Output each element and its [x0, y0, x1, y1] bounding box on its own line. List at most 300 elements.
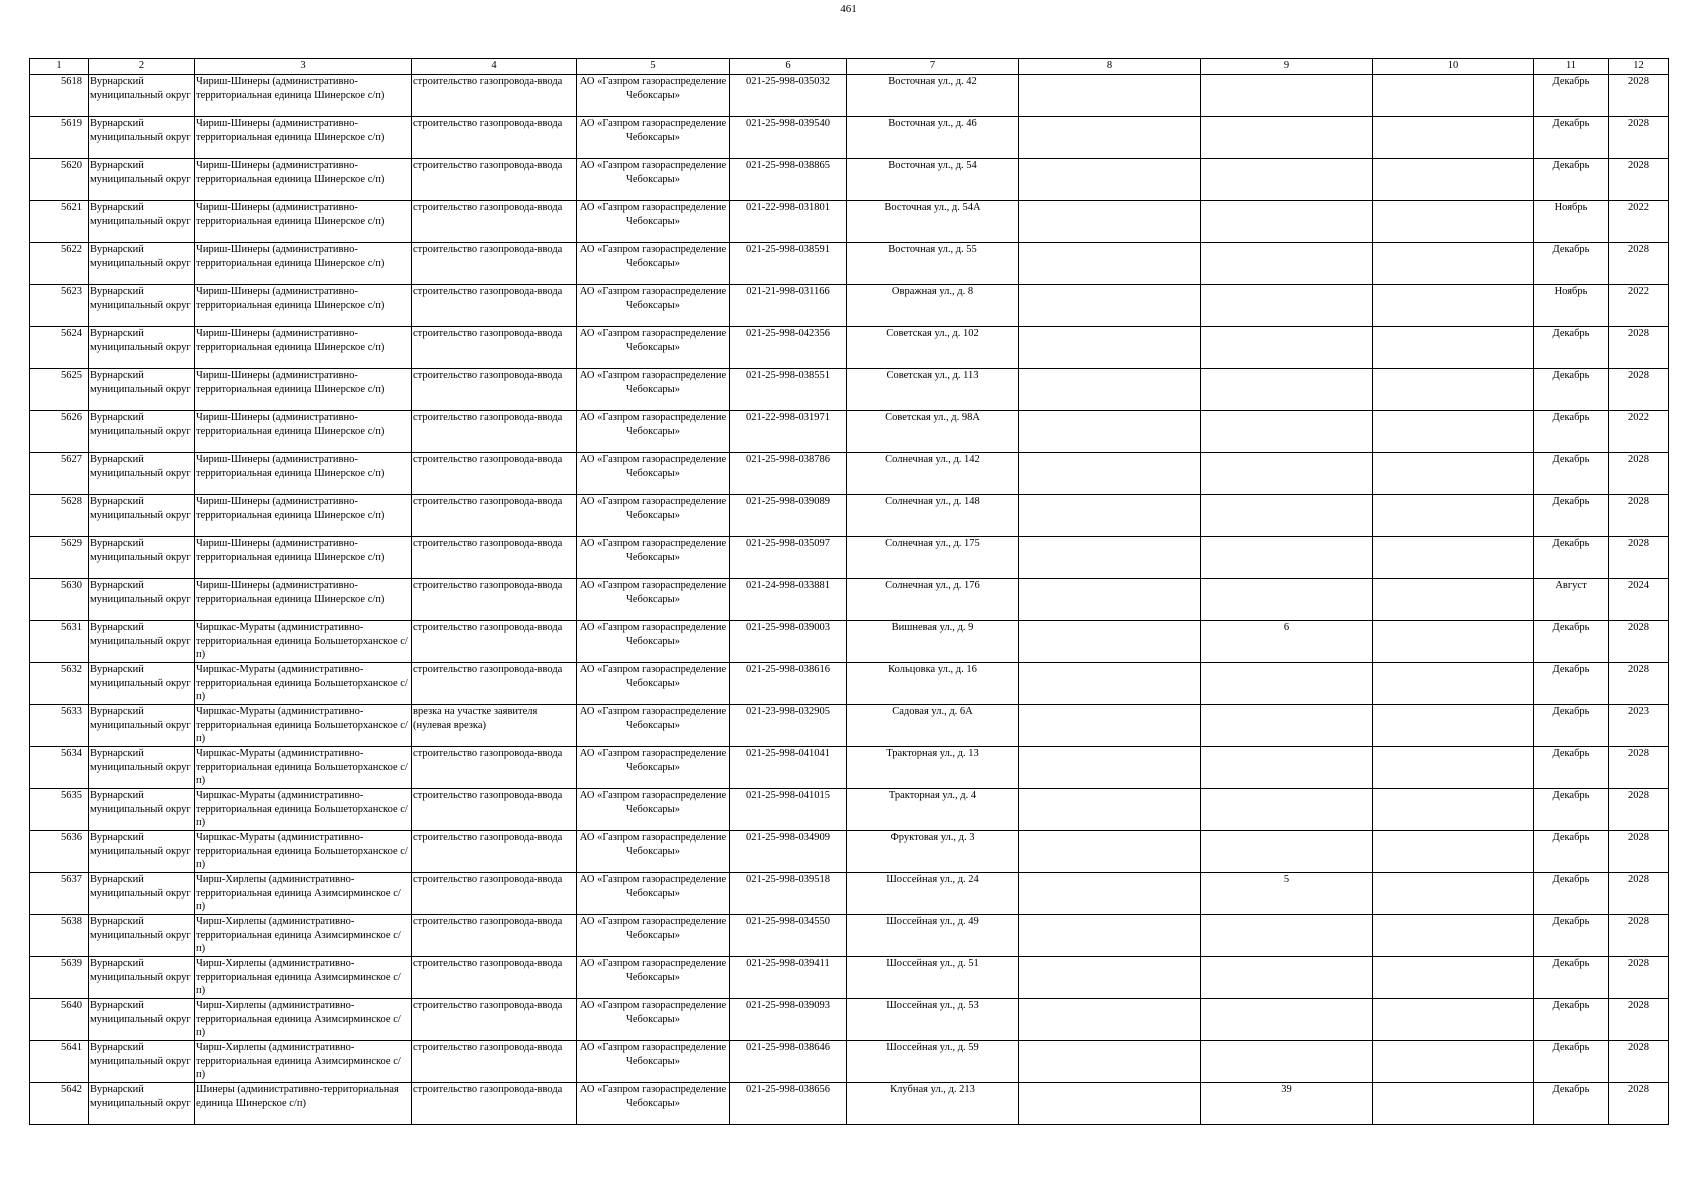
organization-cell: АО «Газпром газораспределение Чебоксары»	[577, 201, 730, 243]
year-cell: 2028	[1609, 831, 1669, 873]
col8-cell	[1019, 999, 1201, 1041]
address-cell: Солнечная ул., д. 142	[847, 453, 1019, 495]
col9-cell	[1201, 369, 1373, 411]
col8-cell	[1019, 495, 1201, 537]
work-type-cell: строительство газопровода-ввода	[412, 1083, 577, 1125]
district-cell: Вурнарский муниципальный округ	[89, 453, 195, 495]
organization-cell: АО «Газпром газораспределение Чебоксары»	[577, 243, 730, 285]
settlement-cell: Чиршкас-Мураты (административно-территориальная единица Большеторханское с/п)	[195, 789, 412, 831]
year-cell: 2028	[1609, 75, 1669, 117]
settlement-cell: Чириш-Шинеры (административно-территориальная единица Шинерское с/п)	[195, 495, 412, 537]
month-cell: Декабрь	[1534, 957, 1609, 999]
col10-cell	[1373, 957, 1534, 999]
month-cell: Декабрь	[1534, 747, 1609, 789]
table-row	[30, 663, 1669, 705]
month-cell: Декабрь	[1534, 1041, 1609, 1083]
year-cell: 2028	[1609, 537, 1669, 579]
settlement-cell: Чириш-Шинеры (административно-территориальная единица Шинерское с/п)	[195, 201, 412, 243]
address-cell: Советская ул., д. 98А	[847, 411, 1019, 453]
month-cell: Декабрь	[1534, 159, 1609, 201]
table-row	[30, 453, 1669, 495]
year-cell: 2028	[1609, 789, 1669, 831]
col8-cell	[1019, 1041, 1201, 1083]
table-row	[30, 1083, 1669, 1125]
table-row	[30, 831, 1669, 873]
district-cell: Вурнарский муниципальный округ	[89, 789, 195, 831]
col9-cell	[1201, 831, 1373, 873]
work-type-cell: строительство газопровода-ввода	[412, 537, 577, 579]
work-type-cell: строительство газопровода-ввода	[412, 789, 577, 831]
organization-cell: АО «Газпром газораспределение Чебоксары»	[577, 1083, 730, 1125]
table-row	[30, 411, 1669, 453]
month-cell: Декабрь	[1534, 117, 1609, 159]
address-cell: Восточная ул., д. 46	[847, 117, 1019, 159]
year-cell: 2028	[1609, 663, 1669, 705]
year-cell: 2028	[1609, 1083, 1669, 1125]
col8-cell	[1019, 1083, 1201, 1125]
district-cell: Вурнарский муниципальный округ	[89, 243, 195, 285]
column-header-6: 6	[730, 59, 847, 75]
column-header-7: 7	[847, 59, 1019, 75]
row-number: 5635	[30, 789, 89, 831]
col10-cell	[1373, 705, 1534, 747]
address-cell: Шоссейная ул., д. 24	[847, 873, 1019, 915]
address-cell: Шоссейная ул., д. 53	[847, 999, 1019, 1041]
district-cell: Вурнарский муниципальный округ	[89, 495, 195, 537]
col8-cell	[1019, 453, 1201, 495]
table-body	[30, 75, 1669, 1125]
address-cell: Солнечная ул., д. 176	[847, 579, 1019, 621]
work-type-cell: строительство газопровода-ввода	[412, 159, 577, 201]
settlement-cell: Чириш-Шинеры (административно-территориальная единица Шинерское с/п)	[195, 117, 412, 159]
request-code-cell: 021-25-998-039089	[730, 495, 847, 537]
row-number: 5640	[30, 999, 89, 1041]
settlement-cell: Чириш-Шинеры (административно-территориальная единица Шинерское с/п)	[195, 243, 412, 285]
table-row	[30, 327, 1669, 369]
year-cell: 2022	[1609, 411, 1669, 453]
col8-cell	[1019, 621, 1201, 663]
request-code-cell: 021-25-998-039518	[730, 873, 847, 915]
address-cell: Советская ул., д. 113	[847, 369, 1019, 411]
address-cell: Кольцовка ул., д. 16	[847, 663, 1019, 705]
organization-cell: АО «Газпром газораспределение Чебоксары»	[577, 159, 730, 201]
row-number: 5638	[30, 915, 89, 957]
organization-cell: АО «Газпром газораспределение Чебоксары»	[577, 453, 730, 495]
col9-cell: 39	[1201, 1083, 1373, 1125]
table-row	[30, 243, 1669, 285]
year-cell: 2028	[1609, 243, 1669, 285]
organization-cell: АО «Газпром газораспределение Чебоксары»	[577, 537, 730, 579]
row-number: 5633	[30, 705, 89, 747]
district-cell: Вурнарский муниципальный округ	[89, 327, 195, 369]
col9-cell	[1201, 453, 1373, 495]
work-type-cell: строительство газопровода-ввода	[412, 243, 577, 285]
month-cell: Декабрь	[1534, 873, 1609, 915]
organization-cell: АО «Газпром газораспределение Чебоксары»	[577, 411, 730, 453]
month-cell: Ноябрь	[1534, 285, 1609, 327]
year-cell: 2022	[1609, 201, 1669, 243]
col9-cell	[1201, 579, 1373, 621]
settlement-cell: Чиршкас-Мураты (административно-территориальная единица Большеторханское с/п)	[195, 705, 412, 747]
address-cell: Клубная ул., д. 213	[847, 1083, 1019, 1125]
column-header-5: 5	[577, 59, 730, 75]
year-cell: 2028	[1609, 117, 1669, 159]
table-row	[30, 159, 1669, 201]
col9-cell: 6	[1201, 621, 1373, 663]
organization-cell: АО «Газпром газораспределение Чебоксары»	[577, 327, 730, 369]
settlement-cell: Чириш-Шинеры (административно-территориальная единица Шинерское с/п)	[195, 579, 412, 621]
column-header-11: 11	[1534, 59, 1609, 75]
row-number: 5639	[30, 957, 89, 999]
row-number: 5641	[30, 1041, 89, 1083]
year-cell: 2028	[1609, 747, 1669, 789]
settlement-cell: Чирш-Хирлепы (административно-территориальная единица Азимсирминское с/п)	[195, 873, 412, 915]
row-number: 5625	[30, 369, 89, 411]
month-cell: Декабрь	[1534, 831, 1609, 873]
district-cell: Вурнарский муниципальный округ	[89, 663, 195, 705]
table-row	[30, 915, 1669, 957]
work-type-cell: строительство газопровода-ввода	[412, 495, 577, 537]
table-row	[30, 789, 1669, 831]
col10-cell	[1373, 831, 1534, 873]
month-cell: Декабрь	[1534, 495, 1609, 537]
settlement-cell: Чириш-Шинеры (административно-территориальная единица Шинерское с/п)	[195, 453, 412, 495]
settlement-cell: Чириш-Шинеры (административно-территориальная единица Шинерское с/п)	[195, 159, 412, 201]
col10-cell	[1373, 453, 1534, 495]
year-cell: 2028	[1609, 999, 1669, 1041]
work-type-cell: строительство газопровода-ввода	[412, 453, 577, 495]
address-cell: Садовая ул., д. 6А	[847, 705, 1019, 747]
col9-cell	[1201, 243, 1373, 285]
request-code-cell: 021-24-998-033881	[730, 579, 847, 621]
work-type-cell: строительство газопровода-ввода	[412, 411, 577, 453]
col9-cell	[1201, 285, 1373, 327]
col9-cell	[1201, 537, 1373, 579]
col10-cell	[1373, 621, 1534, 663]
row-number: 5632	[30, 663, 89, 705]
request-code-cell: 021-22-998-031971	[730, 411, 847, 453]
row-number: 5637	[30, 873, 89, 915]
page-number: 461	[840, 3, 857, 15]
table-row	[30, 957, 1669, 999]
col10-cell	[1373, 117, 1534, 159]
settlement-cell: Чириш-Шинеры (административно-территориальная единица Шинерское с/п)	[195, 285, 412, 327]
request-code-cell: 021-25-998-041041	[730, 747, 847, 789]
col10-cell	[1373, 537, 1534, 579]
request-code-cell: 021-25-998-038616	[730, 663, 847, 705]
col9-cell	[1201, 915, 1373, 957]
district-cell: Вурнарский муниципальный округ	[89, 159, 195, 201]
month-cell: Декабрь	[1534, 663, 1609, 705]
work-type-cell: строительство газопровода-ввода	[412, 999, 577, 1041]
row-number: 5636	[30, 831, 89, 873]
row-number: 5621	[30, 201, 89, 243]
settlement-cell: Чириш-Шинеры (административно-территориальная единица Шинерское с/п)	[195, 75, 412, 117]
table-row	[30, 495, 1669, 537]
settlement-cell: Шинеры (административно-территориальная единица Шинерское с/п)	[195, 1083, 412, 1125]
col9-cell	[1201, 495, 1373, 537]
address-cell: Тракторная ул., д. 13	[847, 747, 1019, 789]
work-type-cell: строительство газопровода-ввода	[412, 369, 577, 411]
work-type-cell: строительство газопровода-ввода	[412, 747, 577, 789]
col8-cell	[1019, 201, 1201, 243]
request-code-cell: 021-25-998-039003	[730, 621, 847, 663]
request-code-cell: 021-25-998-038646	[730, 1041, 847, 1083]
col9-cell	[1201, 705, 1373, 747]
table-row	[30, 117, 1669, 159]
col10-cell	[1373, 411, 1534, 453]
table-row	[30, 621, 1669, 663]
col8-cell	[1019, 747, 1201, 789]
col10-cell	[1373, 369, 1534, 411]
settlement-cell: Чиршкас-Мураты (административно-территориальная единица Большеторханское с/п)	[195, 663, 412, 705]
col8-cell	[1019, 663, 1201, 705]
col10-cell	[1373, 327, 1534, 369]
request-code-cell: 021-25-998-034909	[730, 831, 847, 873]
col8-cell	[1019, 915, 1201, 957]
work-type-cell: строительство газопровода-ввода	[412, 831, 577, 873]
month-cell: Декабрь	[1534, 789, 1609, 831]
district-cell: Вурнарский муниципальный округ	[89, 831, 195, 873]
col8-cell	[1019, 327, 1201, 369]
address-cell: Шоссейная ул., д. 59	[847, 1041, 1019, 1083]
table-row	[30, 537, 1669, 579]
col8-cell	[1019, 831, 1201, 873]
col9-cell	[1201, 957, 1373, 999]
request-code-cell: 021-25-998-039093	[730, 999, 847, 1041]
work-type-cell: строительство газопровода-ввода	[412, 117, 577, 159]
month-cell: Декабрь	[1534, 537, 1609, 579]
year-cell: 2028	[1609, 621, 1669, 663]
month-cell: Декабрь	[1534, 915, 1609, 957]
col10-cell	[1373, 495, 1534, 537]
col8-cell	[1019, 411, 1201, 453]
work-type-cell: строительство газопровода-ввода	[412, 579, 577, 621]
table-row	[30, 747, 1669, 789]
col10-cell	[1373, 663, 1534, 705]
year-cell: 2022	[1609, 285, 1669, 327]
settlement-cell: Чирш-Хирлепы (административно-территориальная единица Азимсирминское с/п)	[195, 999, 412, 1041]
address-cell: Фруктовая ул., д. 3	[847, 831, 1019, 873]
col8-cell	[1019, 369, 1201, 411]
settlement-cell: Чиршкас-Мураты (административно-территориальная единица Большеторханское с/п)	[195, 747, 412, 789]
col8-cell	[1019, 957, 1201, 999]
col10-cell	[1373, 159, 1534, 201]
col10-cell	[1373, 747, 1534, 789]
district-cell: Вурнарский муниципальный округ	[89, 999, 195, 1041]
col9-cell: 5	[1201, 873, 1373, 915]
request-code-cell: 021-23-998-032905	[730, 705, 847, 747]
district-cell: Вурнарский муниципальный округ	[89, 411, 195, 453]
row-number: 5623	[30, 285, 89, 327]
col10-cell	[1373, 915, 1534, 957]
row-number: 5627	[30, 453, 89, 495]
request-code-cell: 021-25-998-038865	[730, 159, 847, 201]
work-type-cell: строительство газопровода-ввода	[412, 327, 577, 369]
request-code-cell: 021-25-998-039411	[730, 957, 847, 999]
request-code-cell: 021-25-998-042356	[730, 327, 847, 369]
district-cell: Вурнарский муниципальный округ	[89, 369, 195, 411]
organization-cell: АО «Газпром газораспределение Чебоксары»	[577, 495, 730, 537]
table-row	[30, 201, 1669, 243]
col10-cell	[1373, 1083, 1534, 1125]
settlement-cell: Чирш-Хирлепы (административно-территориальная единица Азимсирминское с/п)	[195, 957, 412, 999]
address-cell: Восточная ул., д. 42	[847, 75, 1019, 117]
work-type-cell: строительство газопровода-ввода	[412, 1041, 577, 1083]
address-cell: Восточная ул., д. 54	[847, 159, 1019, 201]
year-cell: 2028	[1609, 453, 1669, 495]
row-number: 5624	[30, 327, 89, 369]
gasification-table	[29, 58, 1669, 1125]
request-code-cell: 021-25-998-038656	[730, 1083, 847, 1125]
organization-cell: АО «Газпром газораспределение Чебоксары»	[577, 579, 730, 621]
organization-cell: АО «Газпром газораспределение Чебоксары»	[577, 957, 730, 999]
organization-cell: АО «Газпром газораспределение Чебоксары»	[577, 1041, 730, 1083]
col8-cell	[1019, 159, 1201, 201]
request-code-cell: 021-25-998-041015	[730, 789, 847, 831]
row-number: 5620	[30, 159, 89, 201]
col9-cell	[1201, 159, 1373, 201]
col9-cell	[1201, 327, 1373, 369]
col8-cell	[1019, 873, 1201, 915]
district-cell: Вурнарский муниципальный округ	[89, 873, 195, 915]
col10-cell	[1373, 579, 1534, 621]
address-cell: Овражная ул., д. 8	[847, 285, 1019, 327]
settlement-cell: Чириш-Шинеры (административно-территориальная единица Шинерское с/п)	[195, 537, 412, 579]
year-cell: 2028	[1609, 369, 1669, 411]
request-code-cell: 021-25-998-038786	[730, 453, 847, 495]
year-cell: 2028	[1609, 957, 1669, 999]
organization-cell: АО «Газпром газораспределение Чебоксары»	[577, 915, 730, 957]
table-row	[30, 285, 1669, 327]
year-cell: 2028	[1609, 495, 1669, 537]
settlement-cell: Чириш-Шинеры (административно-территориальная единица Шинерское с/п)	[195, 369, 412, 411]
column-header-2: 2	[89, 59, 195, 75]
col8-cell	[1019, 579, 1201, 621]
col9-cell	[1201, 999, 1373, 1041]
organization-cell: АО «Газпром газораспределение Чебоксары»	[577, 999, 730, 1041]
work-type-cell: строительство газопровода-ввода	[412, 75, 577, 117]
month-cell: Декабрь	[1534, 999, 1609, 1041]
row-number: 5626	[30, 411, 89, 453]
month-cell: Декабрь	[1534, 705, 1609, 747]
request-code-cell: 021-21-998-031166	[730, 285, 847, 327]
row-number: 5619	[30, 117, 89, 159]
organization-cell: АО «Газпром газораспределение Чебоксары»	[577, 621, 730, 663]
address-cell: Тракторная ул., д. 4	[847, 789, 1019, 831]
settlement-cell: Чириш-Шинеры (административно-территориальная единица Шинерское с/п)	[195, 327, 412, 369]
col10-cell	[1373, 243, 1534, 285]
settlement-cell: Чирш-Хирлепы (административно-территориальная единица Азимсирминское с/п)	[195, 915, 412, 957]
address-cell: Шоссейная ул., д. 51	[847, 957, 1019, 999]
request-code-cell: 021-25-998-035032	[730, 75, 847, 117]
col8-cell	[1019, 285, 1201, 327]
settlement-cell: Чиршкас-Мураты (административно-территориальная единица Большеторханское с/п)	[195, 621, 412, 663]
col10-cell	[1373, 201, 1534, 243]
table-row	[30, 369, 1669, 411]
year-cell: 2028	[1609, 1041, 1669, 1083]
table-row	[30, 75, 1669, 117]
table-row	[30, 705, 1669, 747]
district-cell: Вурнарский муниципальный округ	[89, 957, 195, 999]
month-cell: Декабрь	[1534, 369, 1609, 411]
district-cell: Вурнарский муниципальный округ	[89, 747, 195, 789]
col8-cell	[1019, 789, 1201, 831]
work-type-cell: строительство газопровода-ввода	[412, 663, 577, 705]
col9-cell	[1201, 1041, 1373, 1083]
month-cell: Декабрь	[1534, 453, 1609, 495]
month-cell: Декабрь	[1534, 411, 1609, 453]
col10-cell	[1373, 999, 1534, 1041]
col9-cell	[1201, 201, 1373, 243]
year-cell: 2023	[1609, 705, 1669, 747]
work-type-cell: строительство газопровода-ввода	[412, 285, 577, 327]
row-number: 5634	[30, 747, 89, 789]
work-type-cell: строительство газопровода-ввода	[412, 957, 577, 999]
column-header-1: 1	[30, 59, 89, 75]
year-cell: 2028	[1609, 159, 1669, 201]
address-cell: Восточная ул., д. 55	[847, 243, 1019, 285]
col9-cell	[1201, 663, 1373, 705]
request-code-cell: 021-25-998-039540	[730, 117, 847, 159]
organization-cell: АО «Газпром газораспределение Чебоксары»	[577, 831, 730, 873]
work-type-cell: строительство газопровода-ввода	[412, 873, 577, 915]
organization-cell: АО «Газпром газораспределение Чебоксары»	[577, 873, 730, 915]
district-cell: Вурнарский муниципальный округ	[89, 579, 195, 621]
district-cell: Вурнарский муниципальный округ	[89, 1041, 195, 1083]
row-number: 5628	[30, 495, 89, 537]
organization-cell: АО «Газпром газораспределение Чебоксары»	[577, 663, 730, 705]
column-header-8: 8	[1019, 59, 1201, 75]
year-cell: 2028	[1609, 873, 1669, 915]
col8-cell	[1019, 243, 1201, 285]
table-row	[30, 579, 1669, 621]
settlement-cell: Чиршкас-Мураты (административно-территориальная единица Большеторханское с/п)	[195, 831, 412, 873]
settlement-cell: Чириш-Шинеры (административно-территориальная единица Шинерское с/п)	[195, 411, 412, 453]
year-cell: 2028	[1609, 327, 1669, 369]
address-cell: Солнечная ул., д. 175	[847, 537, 1019, 579]
col8-cell	[1019, 75, 1201, 117]
row-number: 5622	[30, 243, 89, 285]
address-cell: Восточная ул., д. 54А	[847, 201, 1019, 243]
table-row	[30, 999, 1669, 1041]
month-cell: Декабрь	[1534, 621, 1609, 663]
year-cell: 2024	[1609, 579, 1669, 621]
district-cell: Вурнарский муниципальный округ	[89, 705, 195, 747]
month-cell: Декабрь	[1534, 243, 1609, 285]
address-cell: Вишневая ул., д. 9	[847, 621, 1019, 663]
col8-cell	[1019, 117, 1201, 159]
column-header-4: 4	[412, 59, 577, 75]
address-cell: Советская ул., д. 102	[847, 327, 1019, 369]
row-number: 5631	[30, 621, 89, 663]
district-cell: Вурнарский муниципальный округ	[89, 1083, 195, 1125]
col10-cell	[1373, 789, 1534, 831]
organization-cell: АО «Газпром газораспределение Чебоксары»	[577, 285, 730, 327]
district-cell: Вурнарский муниципальный округ	[89, 537, 195, 579]
col8-cell	[1019, 537, 1201, 579]
month-cell: Ноябрь	[1534, 201, 1609, 243]
organization-cell: АО «Газпром газораспределение Чебоксары»	[577, 117, 730, 159]
address-cell: Солнечная ул., д. 148	[847, 495, 1019, 537]
col10-cell	[1373, 873, 1534, 915]
col10-cell	[1373, 75, 1534, 117]
month-cell: Декабрь	[1534, 1083, 1609, 1125]
district-cell: Вурнарский муниципальный округ	[89, 117, 195, 159]
month-cell: Декабрь	[1534, 327, 1609, 369]
col9-cell	[1201, 411, 1373, 453]
column-header-9: 9	[1201, 59, 1373, 75]
